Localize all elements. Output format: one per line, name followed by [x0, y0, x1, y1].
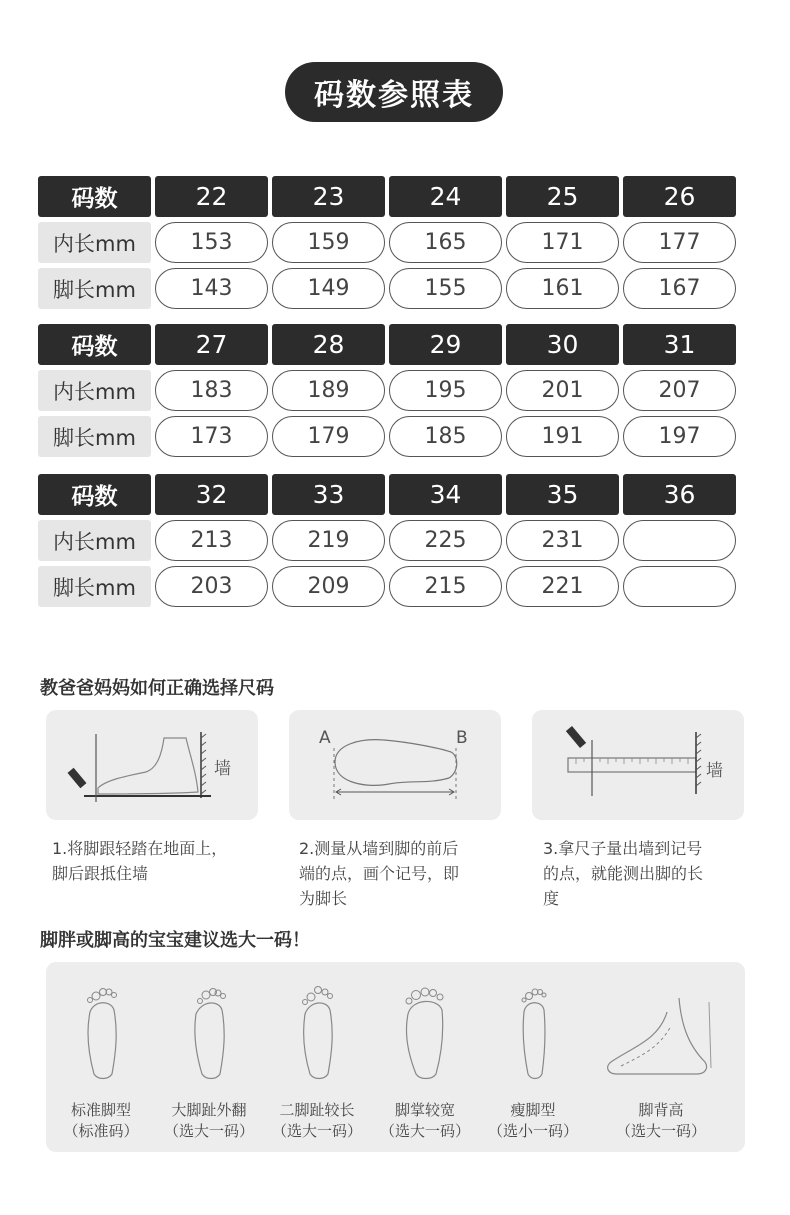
step-1-illustration: [46, 710, 258, 820]
value-cell: [623, 520, 736, 561]
foot-type-long-second-toe: [262, 982, 372, 1142]
step-1-text: [52, 836, 252, 886]
foot-type-advice: （选大一码）: [615, 1122, 706, 1140]
step-text-line: 端的点，画个记号，即: [299, 864, 460, 883]
size-cell: 24: [389, 176, 502, 217]
value-cell: 225: [389, 520, 502, 561]
value-cell: 213: [155, 520, 268, 561]
measure-section-title: 教爸爸妈妈如何正确选择尺码: [40, 678, 274, 699]
value-cell: 149: [272, 268, 385, 309]
value-cell: 185: [389, 416, 502, 457]
standard-foot-icon: [76, 982, 126, 1082]
size-table-3: [38, 474, 744, 612]
inner-length-row: [38, 520, 744, 562]
foot-types-panel: [46, 962, 745, 1152]
foot-type-advice: （选小一码）: [487, 1122, 578, 1140]
feet-section-title: 脚胖或脚高的宝宝建议选大一码！: [40, 930, 310, 951]
step-3-text: [543, 836, 743, 911]
value-cell: 221: [506, 566, 619, 607]
row-label: 内长mm: [38, 222, 151, 263]
value-cell: 155: [389, 268, 502, 309]
size-header-label: 码数: [38, 176, 151, 217]
step-text-line: 3.拿尺子量出墙到记号: [543, 839, 703, 858]
value-cell: 161: [506, 268, 619, 309]
size-cell: 22: [155, 176, 268, 217]
foot-type-advice: （选大一码）: [271, 1122, 362, 1140]
step-text-line: 的点，就能测出脚的长: [543, 864, 704, 883]
foot-type-bunion: [154, 982, 264, 1142]
value-cell: 143: [155, 268, 268, 309]
foot-type-name: 瘦脚型: [510, 1101, 556, 1119]
value-cell: 203: [155, 566, 268, 607]
foot-type-standard: [46, 982, 156, 1142]
value-cell: 183: [155, 370, 268, 411]
row-label: 脚长mm: [38, 268, 151, 309]
size-header-label: 码数: [38, 324, 151, 365]
value-cell: 167: [623, 268, 736, 309]
foot-type-high-instep: [586, 982, 736, 1142]
size-cell: 27: [155, 324, 268, 365]
point-a-label: A: [319, 728, 331, 748]
size-cell: 31: [623, 324, 736, 365]
value-cell: 179: [272, 416, 385, 457]
foot-type-name: 二脚趾较长: [279, 1101, 355, 1119]
size-cell: 35: [506, 474, 619, 515]
foot-length-row: [38, 268, 744, 310]
size-cell: 28: [272, 324, 385, 365]
foot-length-row: [38, 416, 744, 458]
step-text-line: 脚后跟抵住墙: [52, 864, 149, 883]
foot-type-name: 标准脚型: [70, 1101, 131, 1119]
step-text-line: 为脚长: [299, 889, 348, 908]
foot-type-advice: （标准码）: [63, 1122, 139, 1140]
row-label: 内长mm: [38, 370, 151, 411]
inner-length-row: [38, 222, 744, 264]
step-text-line: 1.将脚跟轻踏在地面上，: [52, 839, 228, 858]
size-cell: 30: [506, 324, 619, 365]
size-header-row: [38, 474, 744, 516]
foot-outline-measure-icon: [289, 710, 501, 820]
foot-type-advice: （选大一码）: [163, 1122, 254, 1140]
value-cell: 191: [506, 416, 619, 457]
size-table-1: [38, 176, 744, 314]
foot-type-thin: [478, 982, 588, 1142]
value-cell: 209: [272, 566, 385, 607]
value-cell: 207: [623, 370, 736, 411]
step-3-illustration: [532, 710, 744, 820]
size-cell: 32: [155, 474, 268, 515]
size-cell: 34: [389, 474, 502, 515]
thin-foot-icon: [511, 982, 555, 1082]
row-label: 内长mm: [38, 520, 151, 561]
value-cell: 171: [506, 222, 619, 263]
value-cell: 189: [272, 370, 385, 411]
foot-length-row: [38, 566, 744, 608]
size-header-label: 码数: [38, 474, 151, 515]
long-second-toe-foot-icon: [292, 982, 342, 1082]
value-cell: 153: [155, 222, 268, 263]
foot-type-advice: （选大一码）: [379, 1122, 470, 1140]
value-cell: 231: [506, 520, 619, 561]
foot-type-name: 脚背高: [638, 1101, 684, 1119]
value-cell: 219: [272, 520, 385, 561]
point-b-label: B: [456, 728, 468, 748]
page-title: 码数参照表: [285, 62, 503, 122]
size-cell: 36: [623, 474, 736, 515]
step-text-line: 2.测量从墙到脚的前后: [299, 839, 459, 858]
row-label: 脚长mm: [38, 566, 151, 607]
value-cell: 165: [389, 222, 502, 263]
foot-type-name: 脚掌较宽: [394, 1101, 455, 1119]
size-cell: 25: [506, 176, 619, 217]
value-cell: 195: [389, 370, 502, 411]
value-cell: 177: [623, 222, 736, 263]
value-cell: [623, 566, 736, 607]
row-label: 脚长mm: [38, 416, 151, 457]
wall-label: 墙: [706, 761, 723, 781]
size-cell: 29: [389, 324, 502, 365]
value-cell: 159: [272, 222, 385, 263]
value-cell: 197: [623, 416, 736, 457]
size-cell: 26: [623, 176, 736, 217]
bunion-foot-icon: [184, 982, 234, 1082]
size-cell: 23: [272, 176, 385, 217]
value-cell: 201: [506, 370, 619, 411]
inner-length-row: [38, 370, 744, 412]
size-header-row: [38, 176, 744, 218]
size-table-2: [38, 324, 744, 462]
step-text-line: 度: [543, 889, 560, 908]
size-cell: 33: [272, 474, 385, 515]
step-2-text: [299, 836, 499, 911]
wide-foot-icon: [398, 982, 452, 1082]
value-cell: 173: [155, 416, 268, 457]
foot-type-name: 大脚趾外翻: [171, 1101, 247, 1119]
high-instep-foot-icon: [601, 982, 721, 1082]
wall-label: 墙: [214, 759, 231, 779]
size-header-row: [38, 324, 744, 366]
value-cell: 215: [389, 566, 502, 607]
step-2-illustration: [289, 710, 501, 820]
foot-type-wide: [370, 982, 480, 1142]
